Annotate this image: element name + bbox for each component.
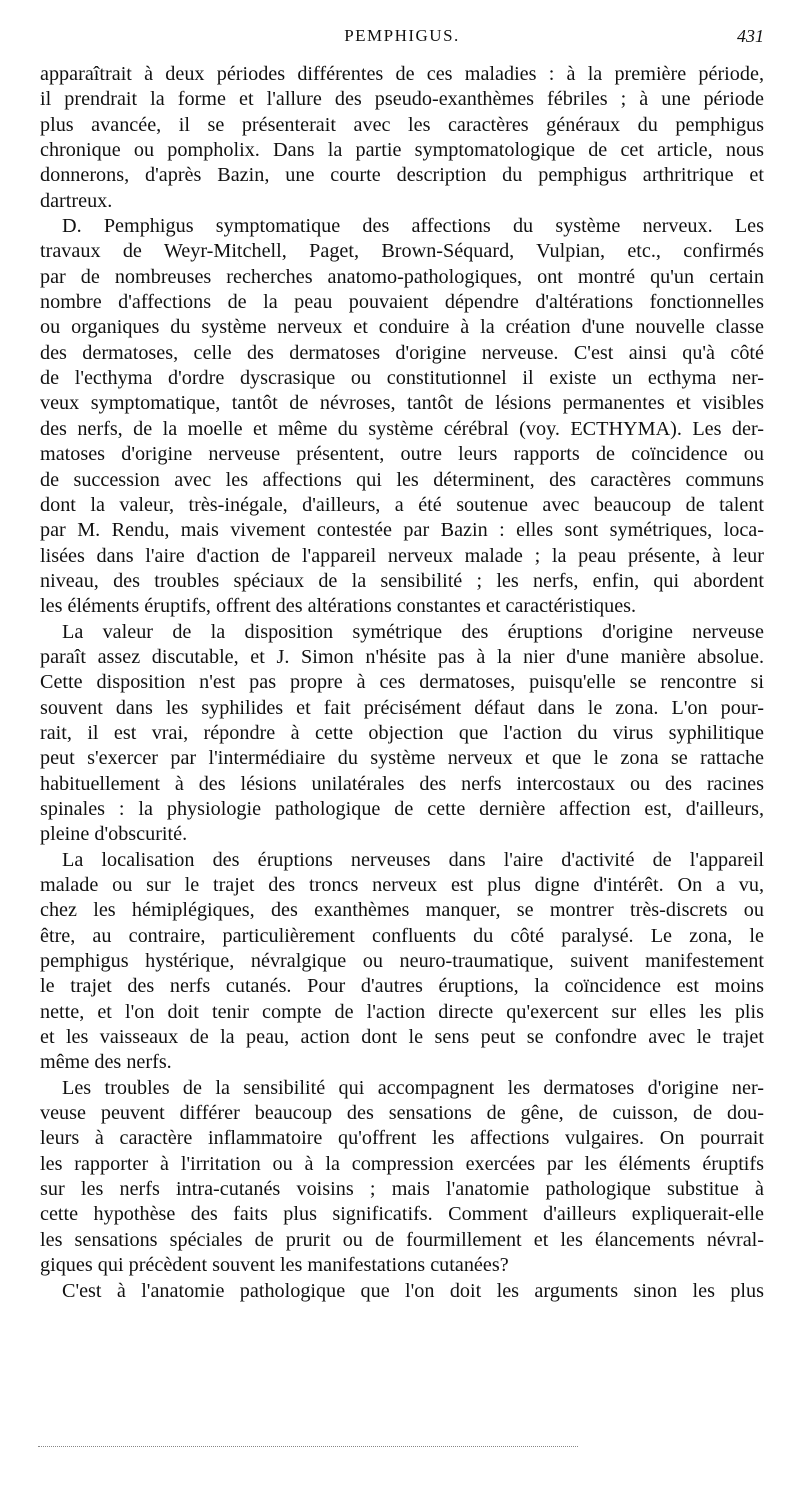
text-line: rait, il est vrai, répondre à cette objection que l'action du virus syphilitique (40, 721, 764, 744)
text-line: veuse peuvent différer beaucoup des sensations de gêne, de cuisson, de dou- (40, 1102, 764, 1125)
text-line: et les vaisseaux de la peau, action dont le sens peut se confondre avec le trajet (40, 1026, 764, 1049)
text-line: Les troubles de la sensibilité qui accompagnent les dermatoses d'origine ner- (62, 1076, 764, 1099)
text-line: veux symptomatique, tantôt de névroses, tantôt de lésions permanentes et visibles (40, 392, 764, 415)
text-line: nombre d'affections de la peau pouvaient dépendre d'altérations fonctionnelles (40, 291, 764, 314)
text-line: des nerfs, de la moelle et même du système cérébral (voy. ECTHYMA). Les der- (40, 417, 764, 440)
text-line: dartreux. (40, 189, 113, 212)
text-line: leurs à caractère inflammatoire qu'offrent les affections vulgaires. On pourrait (40, 1127, 764, 1150)
text-line: D. Pemphigus symptomatique des affections du système nerveux. Les (62, 215, 764, 238)
text-line: de succession avec les affections qui les déterminent, des caractères communs (40, 468, 764, 491)
text-line: Cette disposition n'est pas propre à ces dermatoses, puisqu'elle se rencontre si (40, 671, 764, 694)
text-line: La localisation des éruptions nerveuses dans l'aire d'activité de l'appareil (62, 848, 764, 871)
text-line: giques qui précèdent souvent les manifestations cutanées? (40, 1254, 509, 1277)
text-line: sur les nerfs intra-cutanés voisins ; mais l'anatomie pathologique substitue à (40, 1178, 764, 1201)
text-line: souvent dans les syphilides et fait précisément défaut dans le zona. L'on pour- (40, 696, 764, 719)
text-line: dont la valeur, très-inégale, d'ailleurs, a été soutenue avec beaucoup de talent (40, 493, 764, 516)
text-line: les rapporter à l'irritation ou à la compression exercées par les éléments éruptifs (40, 1152, 764, 1175)
text-line: plus avancée, il se présenterait avec les caractères généraux du pemphigus (40, 113, 764, 136)
text-line: par de nombreuses recherches anatomo-pathologiques, ont montré qu'un certain (40, 265, 764, 288)
footer-dotted-rule (38, 1446, 578, 1449)
text-line: pemphigus hystérique, névralgique ou neuro-traumatique, suivent manifestement (40, 950, 764, 973)
text-line: par M. Rendu, mais vivement contestée par Bazin : elles sont symétriques, loca- (40, 519, 764, 542)
text-line: le trajet des nerfs cutanés. Pour d'autres éruptions, la coïncidence est moins (40, 975, 764, 998)
text-line: C'est à l'anatomie pathologique que l'on doit les arguments sinon les plus (62, 1279, 764, 1302)
text-line: peut s'exercer par l'intermédiaire du système nerveux et que le zona se rattache (40, 747, 764, 770)
text-line: apparaîtrait à deux périodes différentes de ces maladies : à la première période, (40, 63, 764, 85)
text-line: être, au contraire, particulièrement confluents du côté paralysé. Le zona, le (40, 924, 764, 947)
body-text (40, 62, 764, 1304)
text-line: cette hypothèse des faits plus significatifs. Comment d'ailleurs expliquerait-elle (40, 1203, 764, 1226)
text-line: niveau, des troubles spéciaux de la sensibilité ; les nerfs, enfin, qui abordent (40, 569, 764, 592)
text-line: La valeur de la disposition symétrique des éruptions d'origine nerveuse (62, 620, 764, 643)
text-line: nette, et l'on doit tenir compte de l'action directe qu'exercent sur elles les plis (40, 1000, 764, 1023)
text-line: chez les hémiplégiques, des exanthèmes manquer, se montrer très-discrets ou (40, 899, 764, 922)
text-line: pleine d'obscurité. (40, 823, 188, 846)
text-line: des dermatoses, celle des dermatoses d'origine nerveuse. C'est ainsi qu'à côté (40, 341, 764, 364)
text-line: donnerons, d'après Bazin, une courte description du pemphigus arthritrique et (40, 164, 764, 187)
text-line: les éléments éruptifs, offrent des altérations constantes et caractéristiques. (40, 595, 637, 618)
running-title: PEMPHIGUS. (344, 26, 460, 45)
text-line: même des nerfs. (40, 1051, 172, 1074)
text-line: il prendrait la forme et l'allure des pseudo-exanthèmes fébriles ; à une période (40, 88, 764, 111)
text-line: chronique ou pompholix. Dans la partie symptomatologique de cet article, nous (40, 139, 764, 162)
text-line: ou organiques du système nerveux et conduire à la création d'une nouvelle classe (40, 316, 764, 339)
text-line: de l'ecthyma d'ordre dyscrasique ou constitutionnel il existe un ecthyma ner- (40, 367, 764, 390)
text-line: lisées dans l'aire d'action de l'appareil nerveux malade ; la peau présente, à leur (40, 544, 764, 567)
page-number: 431 (737, 26, 764, 46)
text-line: spinales : la physiologie pathologique de cette dernière affection est, d'ailleurs, (40, 797, 764, 820)
text-line: travaux de Weyr-Mitchell, Paget, Brown-Séquard, Vulpian, etc., confirmés (40, 240, 764, 263)
text-line: paraît assez discutable, et J. Simon n'hésite pas à la nier d'une manière absolue. (40, 645, 764, 668)
text-line: les sensations spéciales de prurit ou de fourmillement et les élancements névral- (40, 1228, 764, 1251)
text-line: malade ou sur le trajet des troncs nerveux est plus digne d'intérêt. On a vu, (40, 874, 764, 896)
text-line: matoses d'origine nerveuse présentent, outre leurs rapports de coïncidence ou (40, 443, 764, 466)
page-header (40, 26, 764, 52)
text-line: habituellement à des lésions unilatérales des nerfs intercostaux ou des racines (40, 772, 764, 795)
